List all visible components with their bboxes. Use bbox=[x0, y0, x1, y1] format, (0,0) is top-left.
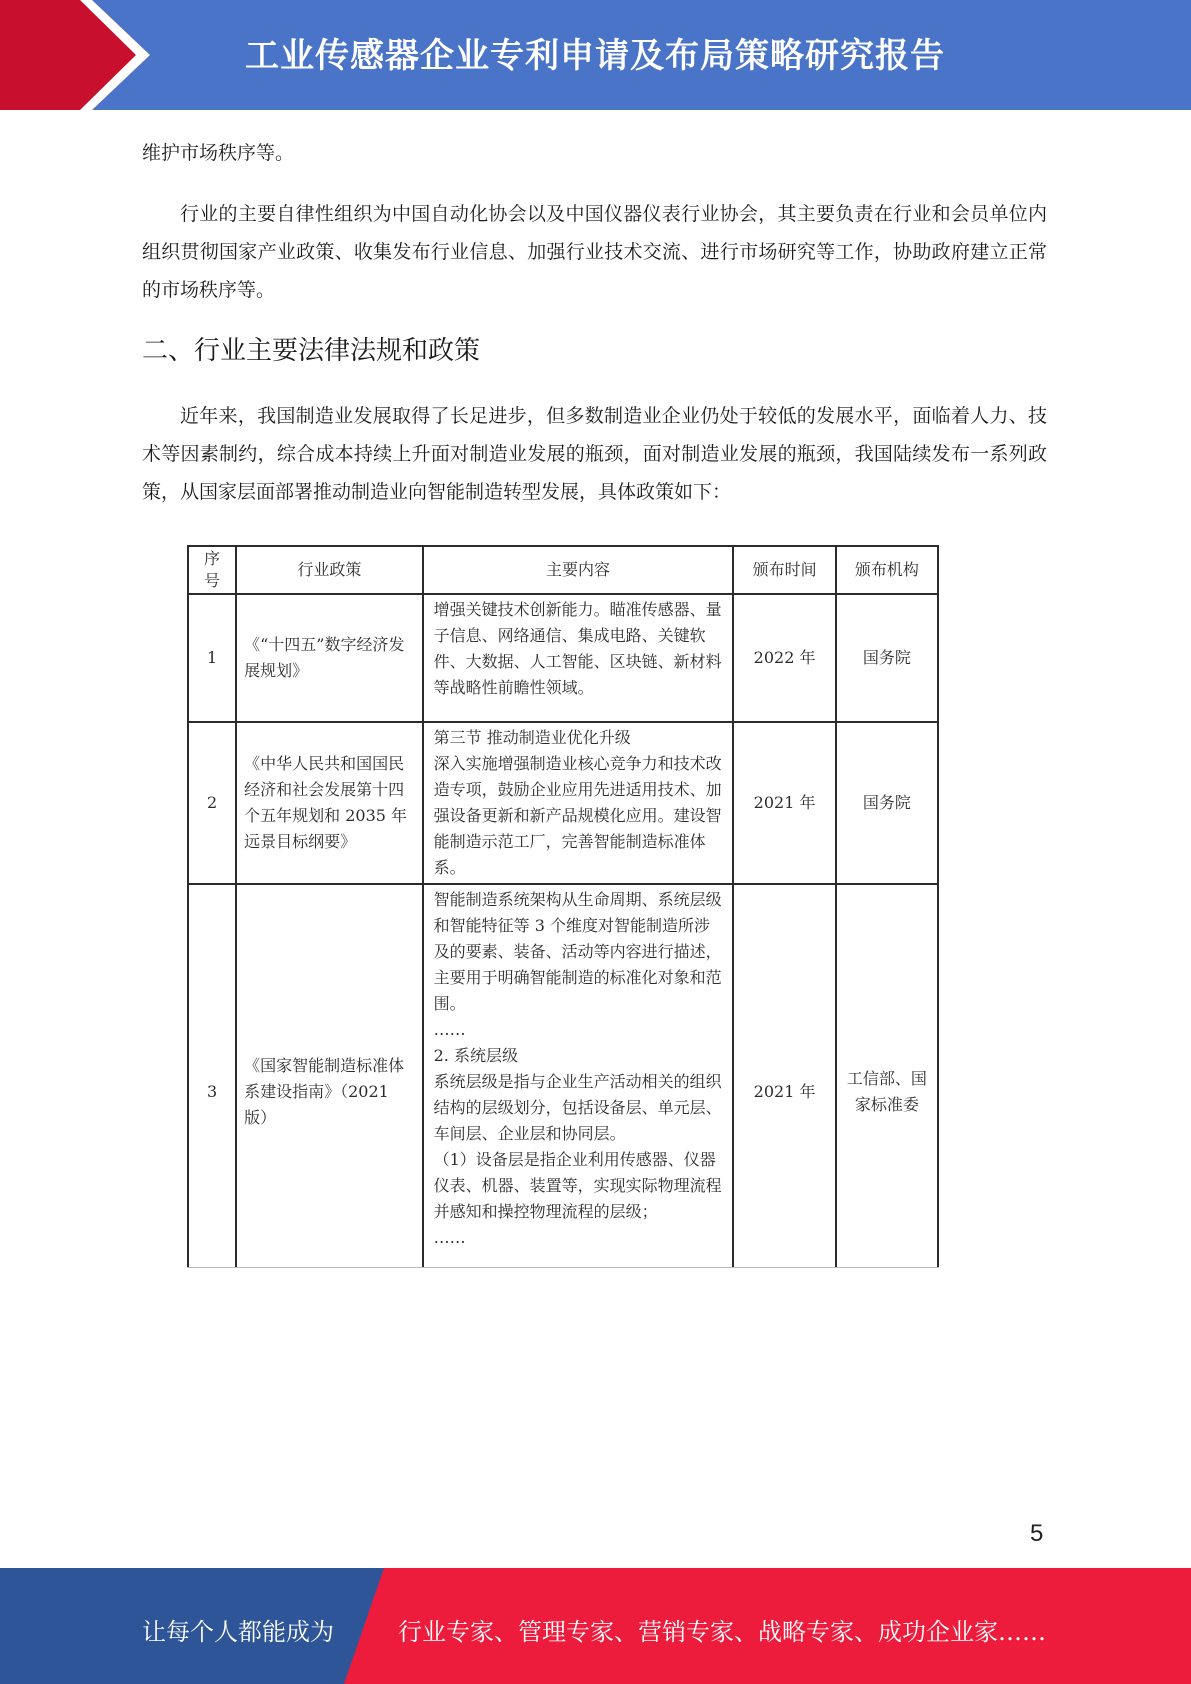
header-policy: 行业政策 bbox=[236, 546, 422, 594]
cell-content: 增强关键技术创新能力。瞄准传感器、量子信息、网络通信、集成电路、关键软件、大数据、人工智能、区块链、新材料等战略性前瞻性领域。 bbox=[423, 594, 734, 722]
policy-table-image bbox=[187, 545, 939, 1268]
paragraph-1: 维护市场秩序等。 bbox=[142, 142, 295, 164]
cell-content: 第三节 推动制造业优化升级 深入实施增强制造业核心竞争力和技术改造专项，鼓励企业应用先进适用技术、加强设备更新和新产品规模化应用。建设智能制造示范工厂，完善智能制造标准体系。 bbox=[423, 722, 734, 884]
cell-policy: 《中华人民共和国国民经济和社会发展第十四个五年规划和 2035 年远景目标纲要》 bbox=[236, 722, 422, 884]
policy-table bbox=[187, 545, 939, 1268]
cell-agency: 国务院 bbox=[836, 594, 938, 722]
footer-slogan-right: 行业专家、管理专家、营销专家、战略专家、成功企业家…… bbox=[398, 1618, 1046, 1646]
report-title: 工业传感器企业专利申请及布局策略研究报告 bbox=[245, 36, 945, 76]
footer-slogan-left: 让每个人都能成为 bbox=[142, 1618, 334, 1646]
header-seq: 序 号 bbox=[188, 546, 236, 594]
header-agency: 颁布机构 bbox=[836, 546, 938, 594]
page-footer bbox=[0, 1568, 1191, 1684]
section-title: 二、行业主要法律法规和政策 bbox=[142, 336, 481, 366]
cell-seq: 3 bbox=[188, 884, 236, 1268]
header-content: 主要内容 bbox=[423, 546, 734, 594]
paragraph-2: 行业的主要自律性组织为中国自动化协会以及中国仪器仪表行业协会，其主要负责在行业和会员单位内组织贯彻国家产业政策、收集发布行业信息、加强行业技术交流、进行市场研究等工作，协助政府建立正常的市场秩序等。 bbox=[142, 203, 1047, 301]
table-header-row bbox=[188, 546, 938, 594]
cell-seq: 1 bbox=[188, 594, 236, 722]
cell-agency: 工信部、国家标准委 bbox=[836, 884, 938, 1268]
paragraph-3: 近年来，我国制造业发展取得了长足进步，但多数制造业企业仍处于较低的发展水平，面临着人力、技术等因素制约，综合成本持续上升面对制造业发展的瓶颈，面对制造业发展的瓶颈，我国陆续发布一系列政策，从国家层面部署推动制造业向智能制造转型发展，具体政策如下： bbox=[142, 405, 1047, 503]
table-row bbox=[188, 722, 938, 884]
table-row bbox=[188, 884, 938, 1268]
cell-agency: 国务院 bbox=[836, 722, 938, 884]
cell-date: 2021 年 bbox=[733, 722, 835, 884]
cell-content: 智能制造系统架构从生命周期、系统层级和智能特征等 3 个维度对智能制造所涉及的要素、装备、活动等内容进行描述，主要用于明确智能制造的标准化对象和范围。 …… 2. 系统层级 系统层级是指与企业生产活动相关的组织结构的层级划分，包括设备层、单元层、车间层、企业层和协同层。 （1）设备层是指企业利用传感器、仪器仪表、机器、装置等，实现实际物理流程并感知和操控物理流程的层级； …… bbox=[423, 884, 734, 1268]
page-header bbox=[0, 0, 1191, 110]
header-date: 颁布时间 bbox=[733, 546, 835, 594]
cell-date: 2022 年 bbox=[733, 594, 835, 722]
table-row bbox=[188, 594, 938, 722]
page-number: 5 bbox=[1030, 1520, 1044, 1547]
cell-policy: 《国家智能制造标准体系建设指南》（2021 版） bbox=[236, 884, 422, 1268]
cell-policy: 《“十四五”数字经济发展规划》 bbox=[236, 594, 422, 722]
cell-seq: 2 bbox=[188, 722, 236, 884]
cell-date: 2021 年 bbox=[733, 884, 835, 1268]
